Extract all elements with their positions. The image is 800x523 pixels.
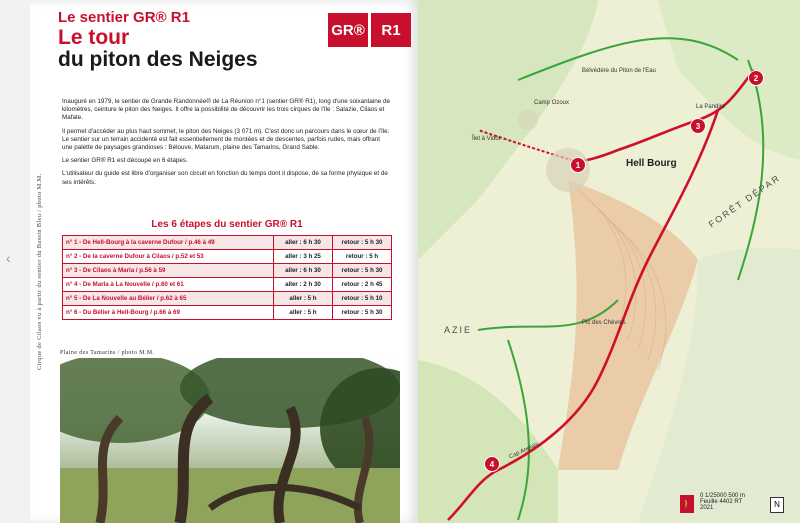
right-page <box>418 0 800 523</box>
map-year: 2021 <box>700 505 714 511</box>
table-row <box>63 264 392 278</box>
stage-retour: retour : 5 h 10 <box>333 292 392 306</box>
left-page <box>30 0 418 523</box>
scale-note: Feuille 4402 RT <box>700 499 743 505</box>
table-row <box>63 292 392 306</box>
previous-page-icon[interactable]: ‹ <box>6 250 11 266</box>
intro-paragraph: L'utilisateur du guide est libre d'organiser son circuit en fonction du temps dont il dispose, de sa forme physique et de ses intérêts. <box>62 170 388 186</box>
page-edge <box>0 0 30 523</box>
title-block <box>58 10 268 71</box>
forest-photo <box>60 358 400 523</box>
stage-marker: 4 <box>484 456 500 472</box>
stage-retour: retour : 2 h 45 <box>333 278 392 292</box>
stage-aller: aller : 6 h 30 <box>274 236 333 250</box>
table-row <box>63 250 392 264</box>
stage-aller: aller : 5 h <box>274 292 333 306</box>
north-arrow-icon: N <box>770 497 784 513</box>
stage-aller: aller : 2 h 30 <box>274 278 333 292</box>
map-label-pic-chevres: Pic des Chèvres <box>582 320 626 326</box>
map-label-belvedere: Bélvédère du Piton de l'Eau <box>582 68 656 74</box>
stage-retour: retour : 5 h <box>333 250 392 264</box>
intro-text <box>62 98 392 192</box>
stage-aller: aller : 6 h 30 <box>274 264 333 278</box>
table-row <box>63 306 392 320</box>
stage-aller: aller : 3 h 25 <box>274 250 333 264</box>
hiker-icon: 🚶 <box>680 495 694 513</box>
stage-aller: aller : 5 h <box>274 306 333 320</box>
stages-table <box>62 235 392 320</box>
stage-retour: retour : 5 h 30 <box>333 236 392 250</box>
map-label-azie: AZIE <box>444 325 473 335</box>
intro-paragraph: Inauguré en 1979, le sentier de Grande Randonnée® de La Réunion n°1 (sentier GR® R1), long d'une soixantaine de kilomètres, ceinture le piton des Neiges. Il offre la possibilité de découvrir les trois cirques de l'île : Salazie, Cilaos et Mafate. <box>62 98 391 122</box>
stage-marker: 3 <box>690 118 706 134</box>
intro-paragraph: Il permet d'accéder au plus haut sommet, le piton des Neiges (3 071 m). C'est donc un parcours dans le cœur de l'île. Le sentier sur un terrain accidenté est fait essentiellement de montées et de descentes, parfois rudes, mais offrant une palette de paysages grandioses : Bélouve, Matarum, plaine des Tamarins, Grand Sable. <box>62 127 390 152</box>
stage-marker: 1 <box>570 157 586 173</box>
stages-title: Les 6 étapes du sentier GR® R1 <box>151 219 303 230</box>
map-label-hell-bourg: Hell Bourg <box>626 158 677 169</box>
photo-caption: Plaine des Tamarins / photo M.M. <box>60 350 155 356</box>
stage-label: n° 2 - De la caverne Dufour à Cilaos / p.52 et 53 <box>63 250 274 264</box>
stage-label: n° 5 - De La Nouvelle au Bélier / p.62 à 65 <box>63 292 274 306</box>
map-label-camp-ozoux: Camp Ozoux <box>534 100 570 106</box>
topographic-map <box>418 0 800 523</box>
table-row <box>63 236 392 250</box>
gr-label: GR® <box>328 13 368 47</box>
table-row <box>63 278 392 292</box>
stage-retour: retour : 5 h 30 <box>333 264 392 278</box>
side-photo-caption: Cirque de Cilaos vu à partir du sentier du Bassin Bleu / photo M.M. <box>36 173 43 370</box>
stage-retour: retour : 5 h 30 <box>333 306 392 320</box>
map-label-ilet-vidot: Îlet à Vidot <box>472 136 501 142</box>
map-label-cap-anglais: Cap Anglais <box>508 441 540 461</box>
stage-label: n° 1 - De Hell-Bourg à la caverne Dufour / p.46 à 49 <box>63 236 274 250</box>
map-label-la-pandire: La Pandire <box>696 104 726 110</box>
intro-paragraph: Le sentier GR® R1 est découpé en 6 étapes. <box>62 157 188 165</box>
gr-badge <box>328 13 411 47</box>
stage-label: n° 6 - Du Bélier à Hell-Bourg / p.66 à 69 <box>63 306 274 320</box>
stage-marker: 2 <box>748 70 764 86</box>
stage-label: n° 3 - De Cilaos à Marla / p.56 à 59 <box>63 264 274 278</box>
title-subtitle: Le sentier GR® R1 <box>58 9 190 26</box>
stage-label: n° 4 - De Marla à La Nouvelle / p.60 et 61 <box>63 278 274 292</box>
title-line-2: du piton des Neiges <box>58 48 258 71</box>
r1-label: R1 <box>371 13 411 47</box>
map-scale <box>700 493 745 511</box>
map-label-foret: FORÊT DÉPAR <box>706 172 783 230</box>
scale-text: 0 1/25000 500 m <box>700 493 746 499</box>
title-line-1: Le tour <box>58 26 130 49</box>
